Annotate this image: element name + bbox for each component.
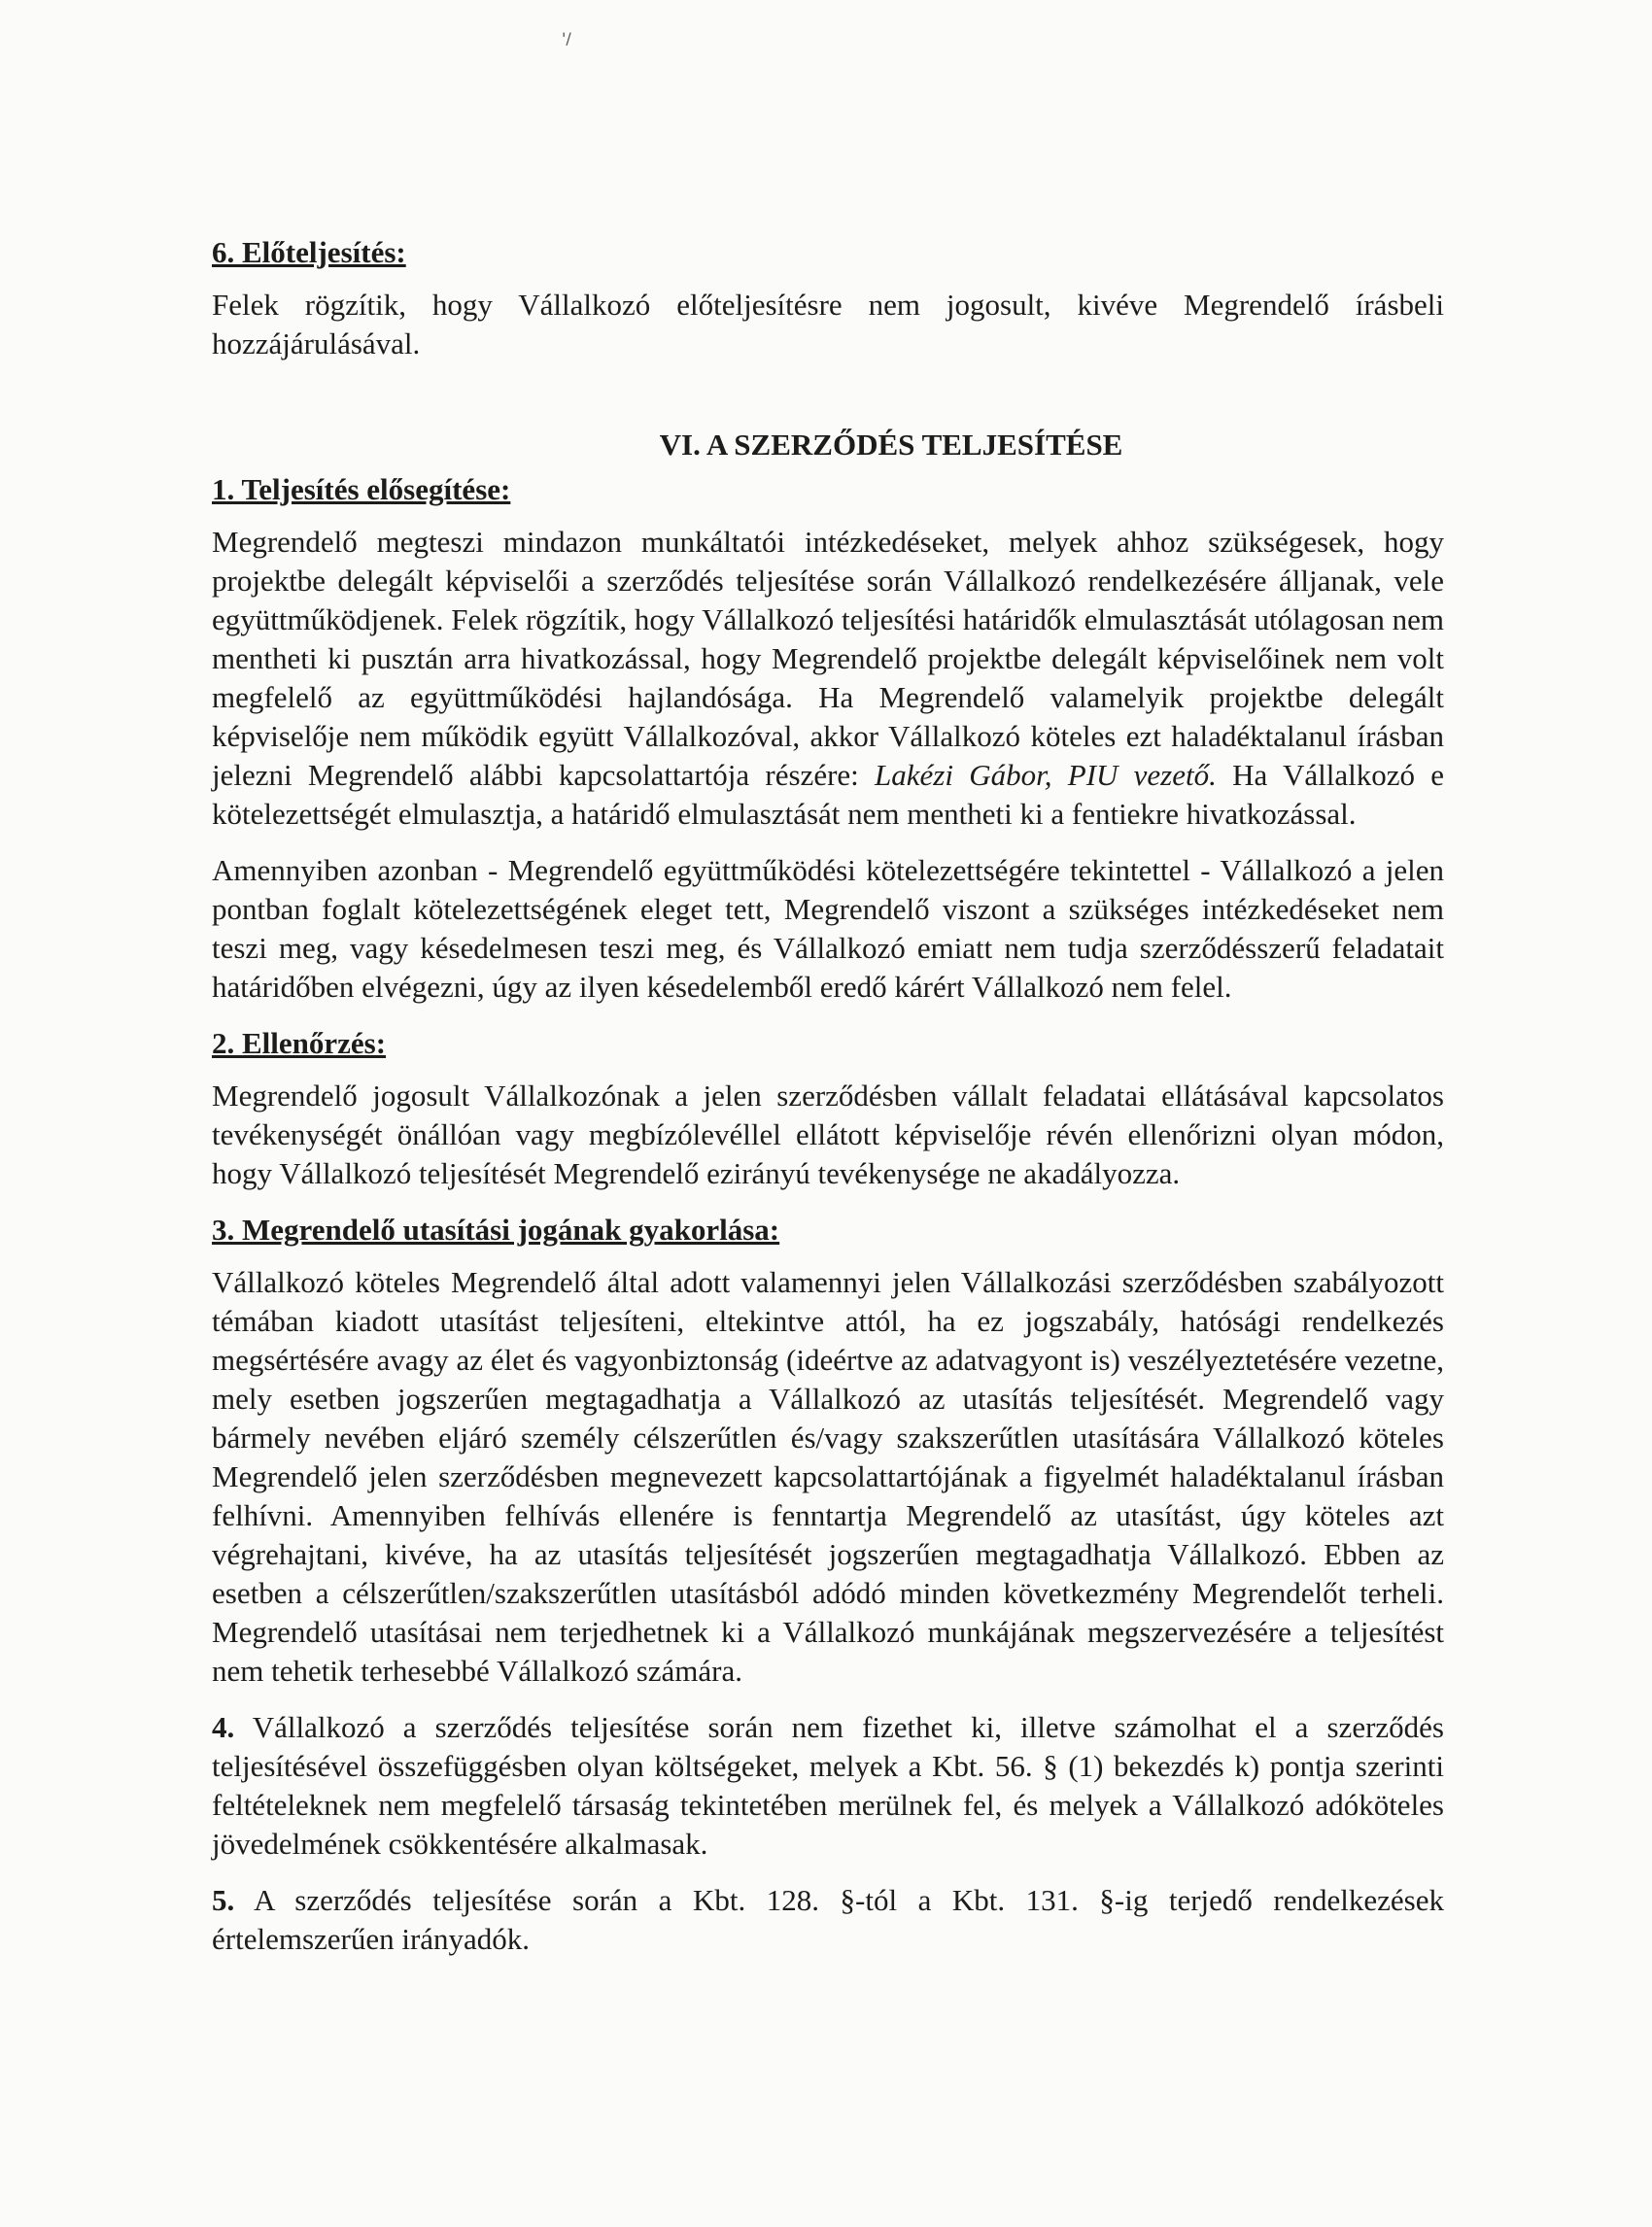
item-1-text-part-2: Ha Vállalkozó e kötelezettségét elmulasztja, a határidő elmulasztását nem mentheti ki a fentiekre hivatkozással. (212, 758, 1445, 831)
item-4-text: Vállalkozó a szerződés teljesítése során nem fizethet ki, illetve számolhat el a szerződés teljesítésével összefüggésben olyan költségeket, melyek a Kbt. 56. § (1) bekezdés k) pontja szerinti feltételeknek nem megfelelő társaság tekintetében merülnek fel, és melyek a Vállalkozó adóköteles jövedelmének csökkentésére alkalmasak. (212, 1710, 1444, 1861)
section-6-heading: 6. Előteljesítés: (212, 235, 406, 269)
item-3-text: Vállalkozó köteles Megrendelő által adott valamennyi jelen Vállalkozási szerződésben szabályozott témában kiadott utasítást teljesíteni, eltekintve attól, ha ez jogszabály, hatósági rendelkezés megsértésére avagy az élet és vagyonbiztonság (ideértve az adatvagyont is) veszélyeztetésére vezetne, mely esetben jogszerűen megtagadhatja a Vállalkozó az utasítás teljesítését. Megrendelő vagy bármely nevében eljáró személy célszerűtlen és/vagy szakszerűtlen utasítására Vállalkozó köteles Megrendelő jelen szerződésben megnevezett kapcsolattartójának a figyelmét haladéktalanul írásban felhívni. Amennyiben felhívás ellenére is fenntartja Megrendelő az utasítást, úgy köteles azt végrehajtani, kivéve, ha az utasítás teljesítését jogszerűen megtagadhatja Vállalkozó. Ebben az esetben a célszerűtlen/szakszerűtlen utasításból adódó minden következmény Megrendelőt terheli. Megrendelő utasításai nem terjedhetnek ki a Vállalkozó munkájának megszervezésére a teljesítést nem tehetik terhesebbé Vállalkozó számára. (212, 1265, 1444, 1688)
document-body (212, 233, 1444, 1976)
item-2-text: Megrendelő jogosult Vállalkozónak a jelen szerződésben vállalt feladatai ellátásával kapcsolatos tevékenységét önállóan vagy megbízólevéllel ellátott képviselője révén ellenőrizni olyan módon, hogy Vállalkozó teljesítését Megrendelő ezirányú tevékenysége ne akadályozza. (212, 1079, 1444, 1190)
chapter-title: VI. A SZERZŐDÉS TELJESÍTÉSE (659, 428, 1123, 462)
item-1-paragraph-2: Amennyiben azonban - Megrendelő együttműködési kötelezettségére tekintettel - Vállalkozó a jelen pontban foglalt kötelezettségének eleget tett, Megrendelő viszont a szükséges intézkedéseket nem teszi meg, vagy késedelmesen teszi meg, és Vállalkozó emiatt nem tudja szerződésszerű feladatait határidőben elvégezni, úgy az ilyen késedelemből eredő kárért Vállalkozó nem felel. (212, 853, 1444, 1004)
item-2-heading: 2. Ellenőrzés: (212, 1026, 387, 1060)
item-5-paragraph (212, 1881, 1444, 1959)
item-4-number: 4. (212, 1710, 235, 1744)
item-5-number: 5. (212, 1883, 235, 1917)
item-4-paragraph (212, 1708, 1444, 1864)
scan-mark: '/ (562, 29, 571, 48)
item-1-text-part-1: Megrendelő megteszi mindazon munkáltatói intézkedéseket, melyek ahhoz szükségesek, hogy projektbe delegált képviselői a szerződés teljesítése során Vállalkozó rendelkezésére álljanak, vele együttműködjenek. Felek rögzítik, hogy Vállalkozó teljesítési határidők elmulasztását utólagosan nem mentheti ki pusztán arra hivatkozással, hogy Megrendelő projektbe delegált képviselőinek nem volt megfelelő az együttműködési hajlandósága. Ha Megrendelő valamelyik projektbe delegált képviselője nem működik együtt Vállalkozóval, akkor Vállalkozó köteles ezt haladéktalanul írásban jelezni Megrendelő alábbi kapcsolattartója részére: (212, 525, 1444, 792)
item-5-text: A szerződés teljesítése során a Kbt. 128. §-tól a Kbt. 131. §-ig terjedő rendelkezések értelemszerűen irányadók. (212, 1883, 1444, 1956)
item-1-paragraph-1 (212, 523, 1444, 834)
item-3-heading: 3. Megrendelő utasítási jogának gyakorlása: (212, 1213, 780, 1247)
section-6-text: Felek rögzítik, hogy Vállalkozó előteljesítésre nem jogosult, kivéve Megrendelő írásbeli hozzájárulásával. (212, 288, 1444, 360)
contact-person-name: Lakézi Gábor, PIU vezető. (875, 758, 1217, 792)
item-1-heading: 1. Teljesítés elősegítése: (212, 472, 511, 506)
